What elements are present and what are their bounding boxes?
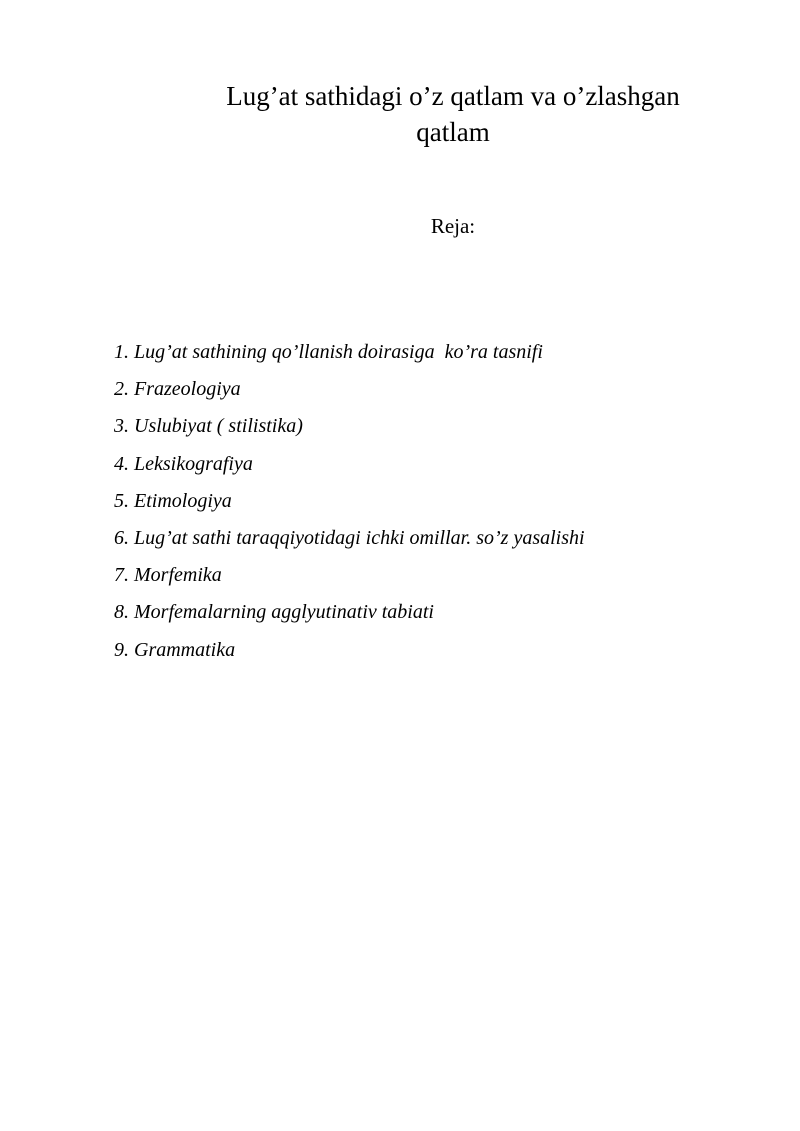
plan-item-6: 6. Lug’at sathi taraqqiyotidagi ichki omillar. so’z yasalishi bbox=[114, 526, 585, 549]
title-line-2: qatlam bbox=[416, 117, 490, 147]
plan-heading: Reja: bbox=[430, 214, 476, 238]
plan-item-3: 3. Uslubiyat ( stilistika) bbox=[114, 415, 303, 438]
plan-item-7: 7. Morfemika bbox=[114, 564, 222, 587]
plan-item-2: 2. Frazeologiya bbox=[114, 378, 241, 401]
plan-item-5: 5. Etimologiya bbox=[114, 489, 232, 512]
document-title bbox=[150, 78, 756, 150]
plan-item-8: 8. Morfemalarning agglyutinativ tabiati bbox=[114, 601, 434, 624]
plan-item-9: 9. Grammatika bbox=[114, 638, 236, 661]
plan-item-1: 1. Lug’at sathining qo’llanish doirasiga ko’ra tasnifi bbox=[114, 341, 543, 363]
title-line-1: Lug’at sathidagi o’z qatlam va o’zlashgan bbox=[226, 81, 680, 111]
plan-item-4: 4. Leksikografiya bbox=[114, 452, 253, 475]
plan-list bbox=[114, 340, 585, 675]
